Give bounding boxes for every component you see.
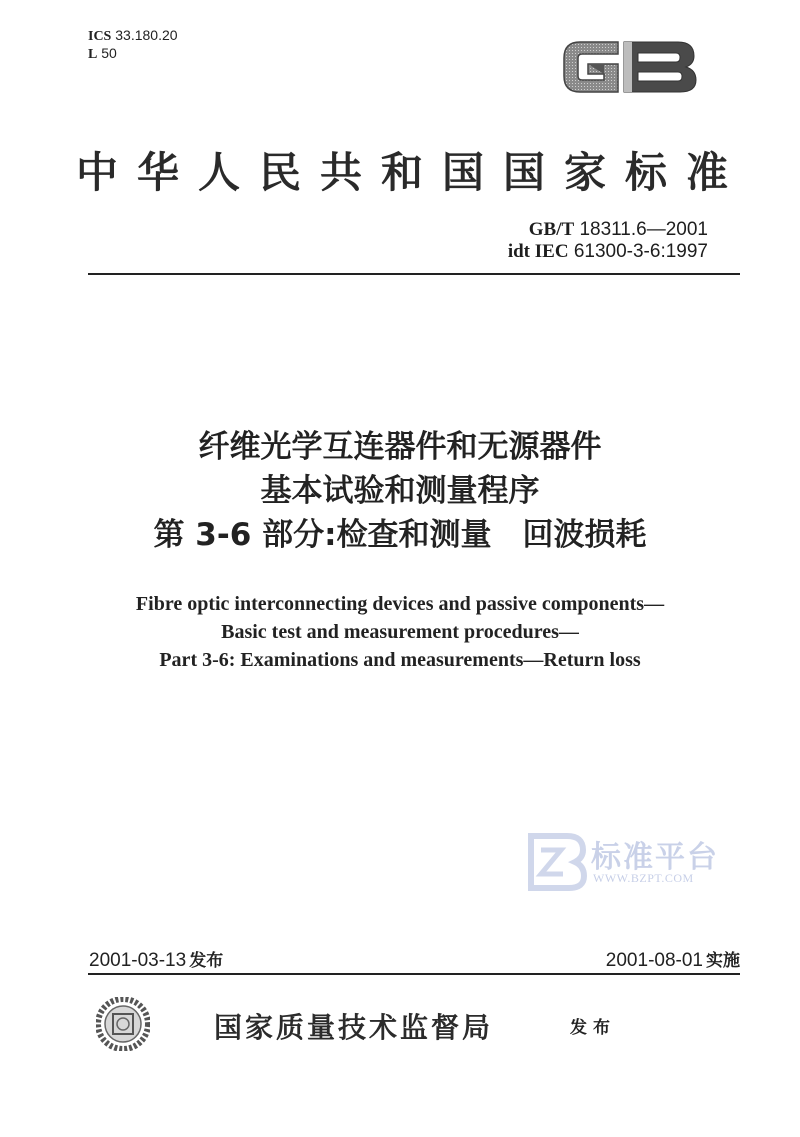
ics-label: ICS — [88, 29, 112, 44]
issue-date-label: 发布 — [189, 951, 224, 971]
issue-date — [89, 946, 223, 972]
national-standard-title: 中华人民共和国国家标准 — [76, 148, 748, 197]
standard-prefix: GB/T — [528, 219, 575, 240]
chinese-title — [0, 425, 800, 557]
publisher-label: 发布 — [570, 1018, 616, 1038]
idt-number: 61300-3-6:1997 — [573, 241, 708, 262]
gb-logo-icon — [560, 38, 700, 96]
chinese-title-line-1: 纤维光学互连器件和无源器件 — [198, 429, 602, 465]
idt-prefix: idt IEC — [507, 241, 569, 262]
standard-number-block — [508, 219, 708, 263]
english-title-line-2: Basic test and measurement procedures— — [221, 621, 579, 643]
watermark-text: 标准平台 — [591, 840, 719, 875]
implement-date — [606, 946, 740, 972]
watermark-url: WWW.BZPT.COM — [593, 871, 694, 885]
issue-date-value: 2001-03-13 — [89, 950, 187, 971]
chinese-title-line-2: 基本试验和测量程序 — [260, 473, 540, 509]
ics-value: 33.180.20 — [115, 27, 178, 43]
english-title — [0, 590, 800, 674]
implement-date-label: 实施 — [706, 951, 740, 971]
standard-number: 18311.6—2001 — [579, 219, 708, 240]
english-title-line-3: Part 3-6: Examinations and measurements—Return loss — [159, 649, 641, 671]
watermark-logo-icon — [527, 832, 587, 892]
bottom-divider — [88, 973, 740, 975]
chinese-title-line-3: 第 3-6 部分:检查和测量 回波损耗 — [153, 517, 647, 553]
top-divider — [88, 273, 740, 275]
publisher-name: 国家质量技术监督局 — [214, 1011, 494, 1044]
ics-classification — [88, 27, 178, 63]
seal-emblem-icon — [96, 997, 150, 1051]
implement-date-value: 2001-08-01 — [605, 950, 703, 971]
english-title-line-1: Fibre optic interconnecting devices and passive components— — [135, 593, 665, 615]
ccs-label: L — [88, 47, 98, 62]
ccs-value: 50 — [101, 45, 117, 61]
